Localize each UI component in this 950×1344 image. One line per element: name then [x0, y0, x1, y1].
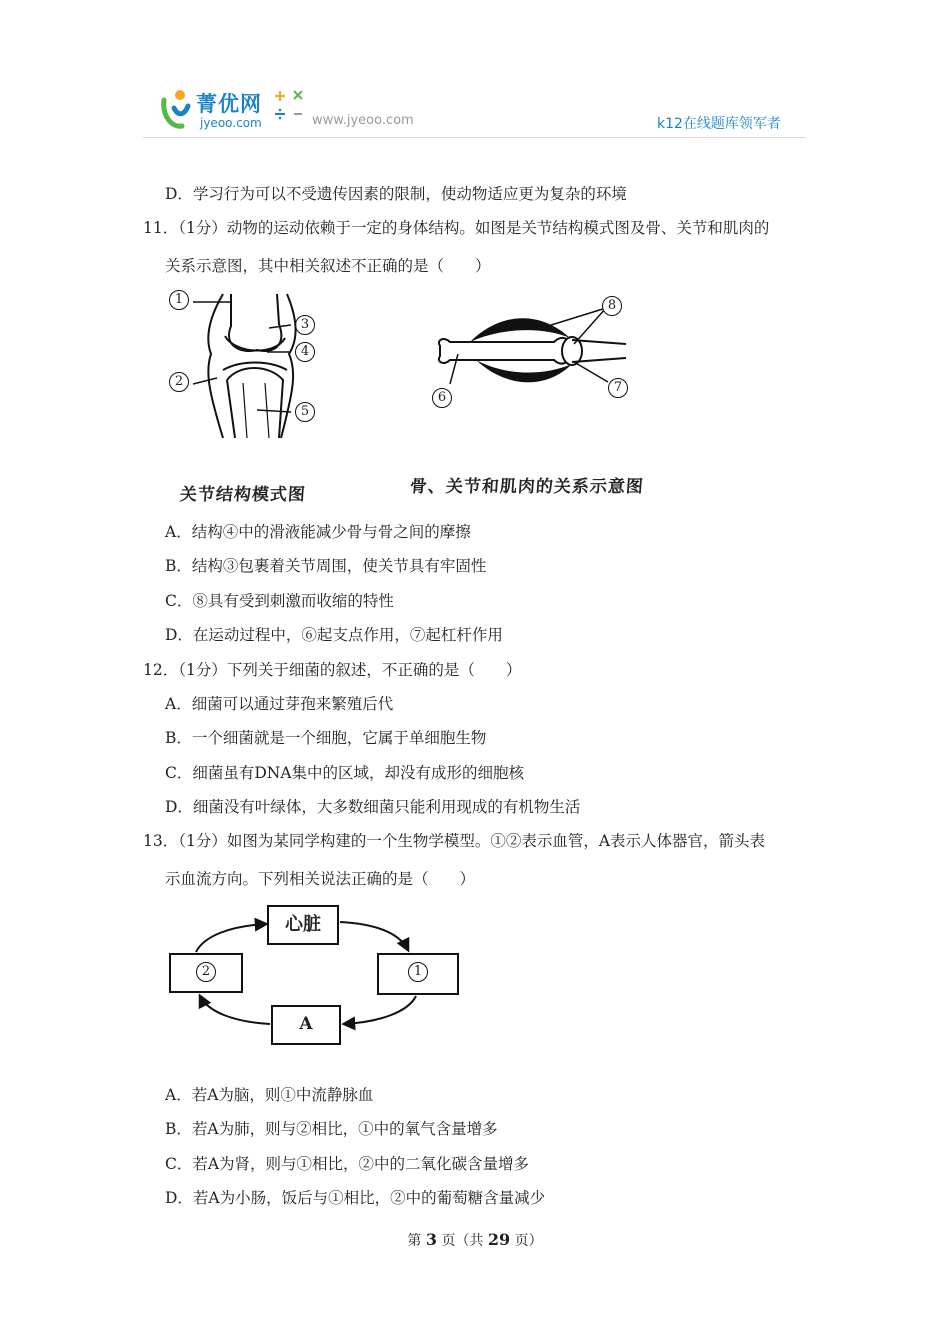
organ-a-label: A — [299, 1014, 313, 1034]
logo-cn: 菁优网 — [196, 92, 262, 116]
label-1: 1 — [169, 290, 189, 310]
label-4: 4 — [295, 342, 315, 362]
header-divider — [143, 137, 806, 138]
site-url[interactable]: www.jyeoo.com — [312, 113, 414, 128]
label-5: 5 — [295, 402, 315, 422]
bone-muscle-figure — [430, 292, 640, 410]
label-3: 3 — [295, 315, 315, 335]
logo[interactable] — [158, 86, 268, 134]
joint-structure-figure — [165, 288, 335, 444]
q11-option-c[interactable]: C．⑧具有受到刺激而收缩的特性 — [165, 592, 394, 610]
q11-stem-line-2: 关系示意图，其中相关叙述不正确的是（ ） — [165, 257, 491, 275]
current-page: 3 — [425, 1230, 437, 1249]
label-2: 2 — [169, 372, 189, 392]
bone-muscle-figure-caption: 骨、关节和肌肉的关系示意图 — [409, 477, 645, 497]
q13-stem-line-2: 示血流方向。下列相关说法正确的是（ ） — [165, 870, 476, 888]
vessel-1-label: 1 — [408, 962, 428, 982]
q11-option-b[interactable]: B．结构③包裹着关节周围，使关节具有牢固性 — [165, 557, 487, 575]
q11-option-a[interactable]: A．结构④中的滑液能减少骨与骨之间的摩擦 — [165, 523, 471, 541]
footer-middle: 页（共 — [441, 1233, 484, 1249]
logo-mark-icon — [158, 86, 198, 134]
total-pages: 29 — [487, 1230, 511, 1249]
prev-option-d: D．学习行为可以不受遗传因素的限制，使动物适应更为复杂的环境 — [165, 185, 627, 203]
logo-en: jyeoo.com — [200, 116, 262, 130]
slogan: k12在线题库领军者 — [657, 116, 781, 132]
footer-suffix: 页） — [514, 1233, 543, 1249]
math-symbols-icon — [274, 88, 308, 124]
q13-option-c[interactable]: C．若A为肾，则与①相比，②中的二氧化碳含量增多 — [165, 1155, 530, 1173]
heart-box-label: 心脏 — [285, 914, 321, 935]
footer-prefix: 第 — [407, 1233, 422, 1249]
q12-option-b[interactable]: B．一个细菌就是一个细胞，它属于单细胞生物 — [165, 729, 487, 747]
vessel-2-label: 2 — [196, 962, 216, 982]
q13-option-b[interactable]: B．若A为肺，则与②相比，①中的氧气含量增多 — [165, 1120, 498, 1138]
circulation-diagram — [164, 900, 464, 1050]
page-footer — [0, 1230, 950, 1250]
q12-stem: 12．（1分）下列关于细菌的叙述，不正确的是（ ） — [143, 661, 522, 679]
q12-option-d[interactable]: D．细菌没有叶绿体，大多数细菌只能利用现成的有机物生活 — [165, 798, 581, 816]
label-8: 8 — [602, 296, 622, 316]
q12-option-c[interactable]: C．细菌虽有DNA集中的区域，却没有成形的细胞核 — [165, 764, 525, 782]
q13-option-a[interactable]: A．若A为脑，则①中流静脉血 — [165, 1086, 374, 1104]
label-7: 7 — [608, 378, 628, 398]
q13-option-d[interactable]: D．若A为小肠，饭后与①相比，②中的葡萄糖含量减少 — [165, 1189, 546, 1207]
q13-stem-line-1: 13．（1分）如图为某同学构建的一个生物学模型。①②表示血管，A表示人体器官，箭头表 — [143, 832, 766, 850]
joint-figure-caption: 关节结构模式图 — [179, 485, 307, 505]
q11-option-d[interactable]: D．在运动过程中，⑥起支点作用，⑦起杠杆作用 — [165, 626, 503, 644]
label-6: 6 — [432, 388, 452, 408]
q12-option-a[interactable]: A．细菌可以通过芽孢来繁殖后代 — [165, 695, 394, 713]
q11-stem-line-1: 11．（1分）动物的运动依赖于一定的身体结构。如图是关节结构模式图及骨、关节和肌肉的 — [143, 219, 770, 237]
